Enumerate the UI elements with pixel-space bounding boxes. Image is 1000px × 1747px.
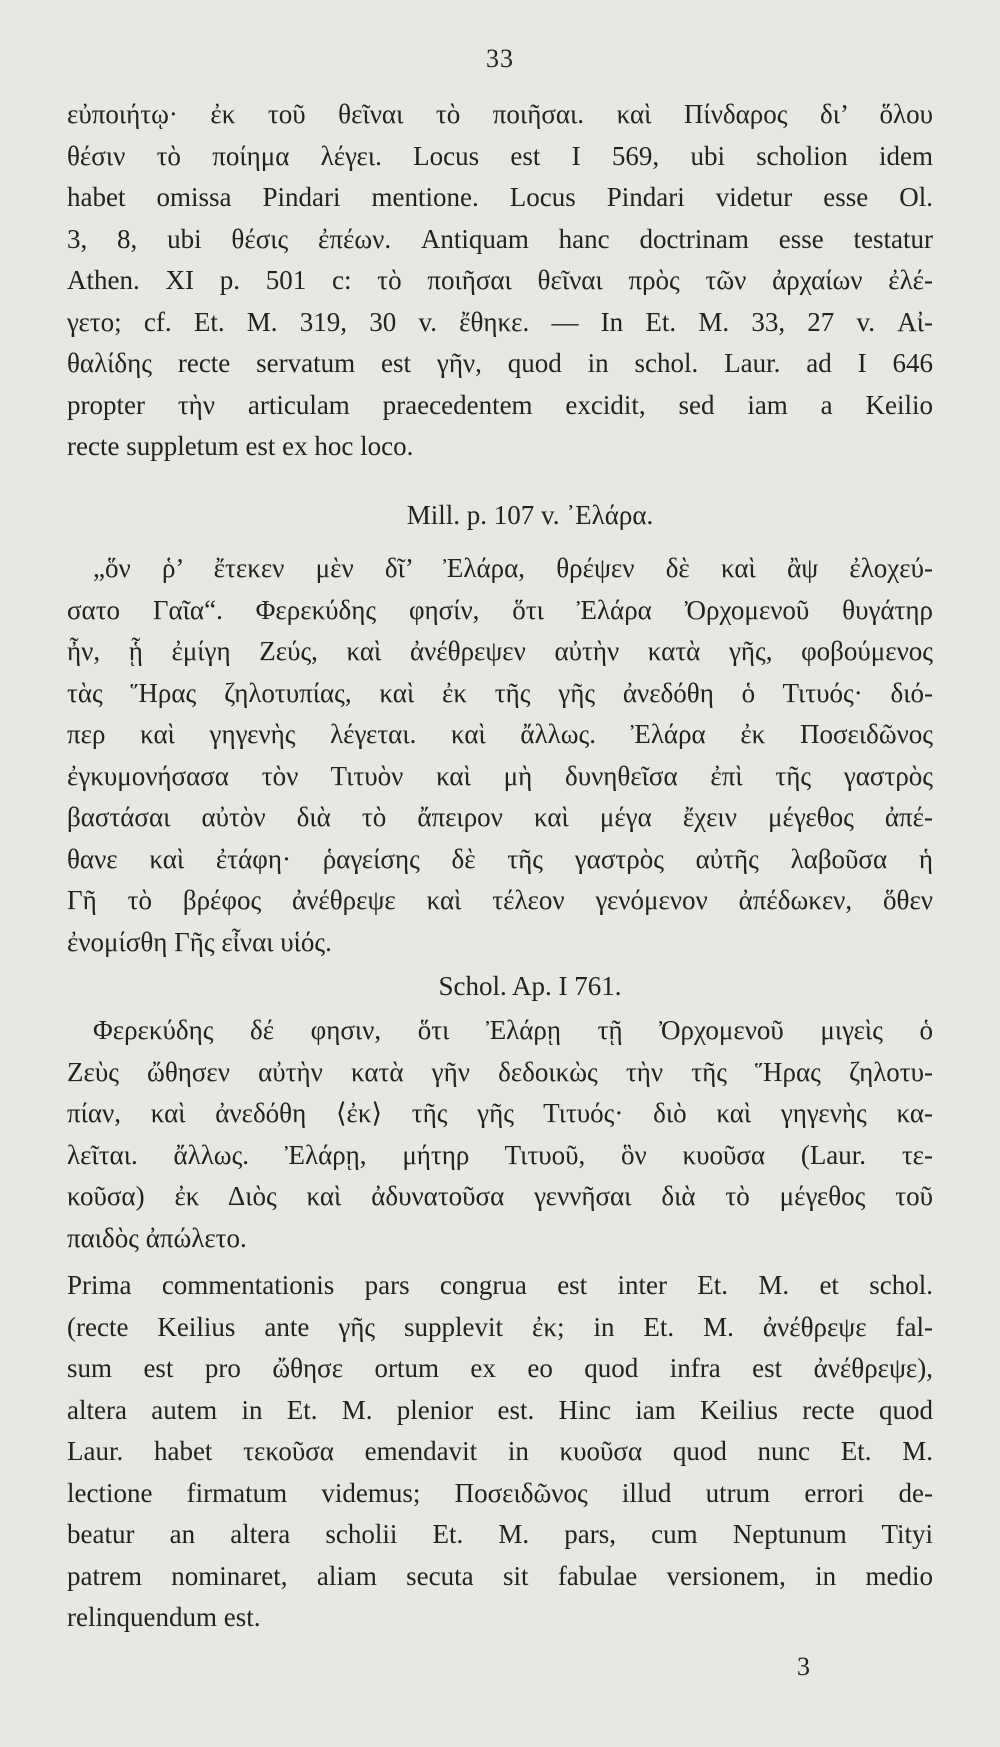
- text-line: Prima commentationis pars congrua est inter Et. M. et schol.: [67, 1270, 933, 1300]
- text-line: λεῖται. ἄλλως. Ἐλάρῃ, μήτηρ Τιτυοῦ, ὃν κυοῦσα (Laur. τε-: [67, 1139, 933, 1170]
- text-line: recte suppletum est ex hoc loco.: [67, 431, 414, 461]
- text-line: γετο; cf. Et. M. 319, 30 v. ἔθηκε. — In Et. M. 33, 27 v. Αἰ-: [67, 306, 933, 337]
- text-line: κοῦσα) ἐκ Διὸς καὶ ἀδυνατοῦσα γεννῆσαι διὰ τὸ μέγεθος τοῦ: [67, 1181, 933, 1211]
- text-line: πίαν, καὶ ἀνεδόθη ⟨ἐκ⟩ τῆς γῆς Τιτυός· διὸ καὶ γηγενὴς κα-: [67, 1098, 933, 1128]
- signature-mark: 3: [797, 1652, 810, 1681]
- text-line: (recte Keilius ante γῆς supplevit ἐκ; in Et. M. ἀνέθρεψε fal-: [67, 1311, 933, 1342]
- text-line: ἦν, ᾗ ἐμίγη Ζεύς, καὶ ἀνέθρεψεν αὐτὴν κατὰ γῆς, φοβούμενος: [67, 636, 933, 666]
- text-line: beatur an altera scholii Et. M. pars, cum Neptunum Tityi: [67, 1519, 933, 1549]
- text-line: lectione firmatum videmus; Ποσειδῶνος illud utrum errori de-: [67, 1477, 933, 1508]
- text-line: altera autem in Et. M. plenior est. Hinc iam Keilius recte quod: [67, 1394, 933, 1425]
- text-line: Laur. habet τεκοῦσα emendavit in κυοῦσα quod nunc Et. M.: [67, 1436, 933, 1466]
- text-line: ἐγκυμονήσασα τὸν Τιτυὸν καὶ μὴ δυνηθεῖσα ἐπὶ τῆς γαστρὸς: [67, 760, 933, 791]
- text-line: θέσιν τὸ ποίημα λέγει. Locus est I 569, ubi scholion idem: [67, 140, 933, 171]
- paragraph-2: [67, 548, 933, 963]
- paragraph-1: [67, 94, 933, 468]
- section-heading-mill: Mill. p. 107 v. ᾿Ελάρα.: [406, 500, 654, 530]
- section-heading-schol: Schol. Ap. I 761.: [438, 971, 622, 1001]
- text-line: τὰς Ἥρας ζηλοτυπίας, καὶ ἐκ τῆς γῆς ἀνεδόθη ὁ Τιτυός· διό-: [67, 677, 933, 708]
- text-line: Γῆ τὸ βρέφος ἀνέθρεψε καὶ τέλεον γενόμενον ἀπέδωκεν, ὅθεν: [67, 885, 933, 915]
- paragraph-4: [67, 1265, 933, 1639]
- paragraph-3: [67, 1010, 933, 1259]
- text-line: περ καὶ γηγενὴς λέγεται. καὶ ἄλλως. Ἐλάρα ἐκ Ποσειδῶνος: [67, 719, 933, 749]
- text-line: 3, 8, ubi θέσις ἐπέων. Antiquam hanc doctrinam esse testatur: [67, 223, 933, 254]
- text-line: θανε καὶ ἐτάφη· ῥαγείσης δὲ τῆς γαστρὸς αὐτῆς λαβοῦσα ἡ: [67, 843, 933, 874]
- text-line: ἐνομίσθη Γῆς εἶναι υἱός.: [67, 926, 332, 957]
- text-line: παιδὸς ἀπώλετο.: [67, 1222, 247, 1253]
- text-line: propter τὴν articulam praecedentem excidit, sed iam a Keilio: [67, 389, 933, 420]
- text-line: θαλίδης recte servatum est γῆν, quod in schol. Laur. ad I 646: [67, 348, 933, 378]
- text-line: Φερεκύδης δέ φησιν, ὅτι Ἐλάρῃ τῇ Ὀρχομενοῦ μιγεὶς ὁ: [93, 1015, 933, 1045]
- text-line: patrem nominaret, aliam secuta sit fabulae versionem, in medio: [67, 1560, 933, 1591]
- text-line: σατο Γαῖα“. Φερεκύδης φησίν, ὅτι Ἐλάρα Ὀρχομενοῦ θυγάτηρ: [67, 594, 933, 625]
- text-line: Athen. XI p. 501 c: τὸ ποιῆσαι θεῖναι πρὸς τῶν ἀρχαίων ἐλέ-: [67, 265, 933, 295]
- page-number: 33: [486, 44, 514, 73]
- text-line: relinquendum est.: [67, 1602, 261, 1632]
- text-line: βαστάσαι αὐτὸν διὰ τὸ ἄπειρον καὶ μέγα ἔχειν μέγεθος ἀπέ-: [67, 802, 933, 832]
- text-line: εὐποιήτῳ· ἐκ τοῦ θεῖναι τὸ ποιῆσαι. καὶ Πίνδαρος δι’ ὅλου: [67, 99, 933, 129]
- text-line: sum est pro ὤθησε ortum ex eo quod infra est ἀνέθρεψε),: [67, 1353, 933, 1383]
- text-line: Ζεὺς ὤθησεν αὐτὴν κατὰ γῆν δεδοικὼς τὴν τῆς Ἥρας ζηλοτυ-: [67, 1056, 933, 1087]
- text-line: „ὅν ῥ’ ἔτεκεν μὲν δῖ’ Ἐλάρα, θρέψεν δὲ καὶ ἂψ ἐλοχεύ-: [93, 553, 933, 583]
- text-line: habet omissa Pindari mentione. Locus Pindari videtur esse Ol.: [67, 182, 933, 212]
